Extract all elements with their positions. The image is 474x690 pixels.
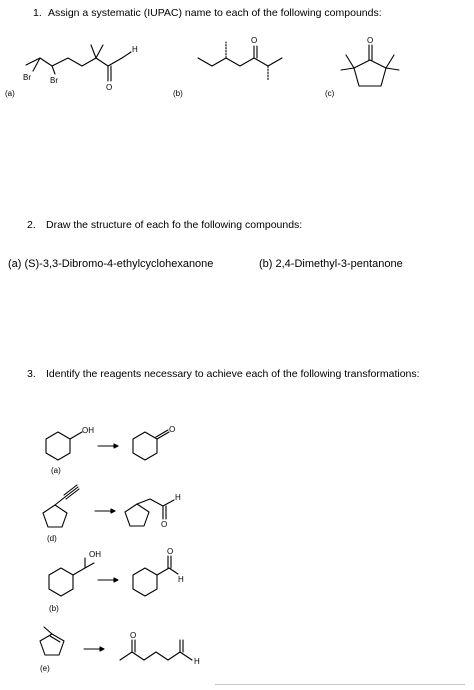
q1a-br1: Br	[23, 73, 31, 82]
q1a-h: H	[132, 45, 138, 54]
q3-scheme-b	[49, 547, 184, 596]
q3-label-b: (b)	[49, 604, 59, 613]
q2-part-b: (b) 2,4-Dimethyl-3-pentanone	[259, 258, 403, 270]
q1b-o: O	[251, 36, 258, 45]
q3e-o: O	[130, 631, 137, 640]
q3-scheme-d	[43, 485, 181, 529]
q3-scheme-a	[46, 425, 175, 460]
q2-part-a: (a) (S)-3,3-Dibromo-4-ethylcyclohexanone	[8, 258, 214, 270]
q1-label-a: (a)	[5, 89, 15, 98]
q3a-o: O	[169, 425, 176, 434]
q3-number: 3.	[27, 368, 36, 380]
q3b-oh: OH	[89, 550, 101, 559]
q3-label-e: (e)	[40, 664, 50, 673]
q3e-h: H	[194, 657, 200, 666]
bottom-divider	[215, 684, 465, 685]
q3b-h: H	[178, 575, 184, 584]
q1-number: 1.	[33, 7, 42, 19]
q3-prompt: Identify the reagents necessary to achieve each of the following transformations:	[46, 368, 420, 380]
q3a-oh: OH	[82, 426, 94, 435]
q3d-h: H	[175, 493, 181, 502]
q3d-o: O	[161, 520, 168, 529]
q2-number: 2.	[27, 219, 36, 231]
q1a-br2: Br	[50, 76, 58, 85]
q3-label-a: (a)	[51, 466, 61, 475]
q1-prompt: Assign a systematic (IUPAC) name to each of the following compounds:	[48, 7, 382, 19]
q1a-o: O	[106, 83, 113, 92]
q1c-o: O	[367, 36, 374, 45]
q1-label-c: (c)	[325, 89, 335, 98]
q1-label-b: (b)	[173, 89, 183, 98]
q2-prompt: Draw the structure of each fo the following compounds:	[46, 219, 303, 231]
q3-scheme-e	[40, 627, 200, 666]
q3-label-d: (d)	[47, 534, 57, 543]
q3b-o: O	[167, 547, 174, 556]
